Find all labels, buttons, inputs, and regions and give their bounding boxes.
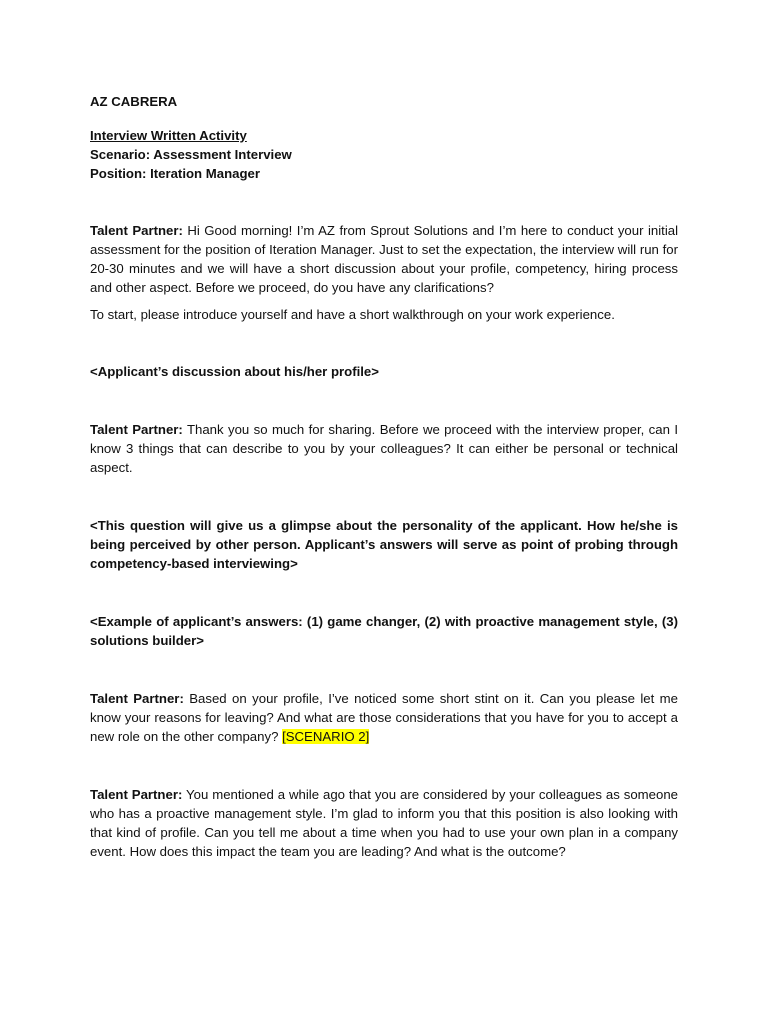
speaker-label: Talent Partner: (90, 691, 184, 706)
paragraph-text: Based on your profile, I’ve noticed some short stint on it. Can you please let me know your reasons for leaving? And what are those considerations that you have for you to accept a new role on the other company? (90, 691, 678, 744)
paragraph-text: You mentioned a while ago that you are considered by your colleagues as someone who has a proactive management style. I’m glad to inform you that this position is also looking with that kind of profile. Can you tell me about a time when you had to use your own plan in a company event. How does this impact the team you are leading? And what is the outcome? (90, 787, 678, 859)
paragraph-intro (90, 221, 678, 297)
spacer (90, 381, 678, 420)
scenario-tag-highlight: [SCENARIO 2] (282, 729, 370, 744)
speaker-label: Talent Partner: (90, 223, 183, 238)
spacer (90, 573, 678, 612)
spacer (90, 477, 678, 516)
spacer (90, 111, 678, 126)
spacer (90, 650, 678, 689)
paragraph-short-stint (90, 689, 678, 746)
spacer (90, 183, 678, 221)
note-applicant-profile: <Applicant’s discussion about his/her profile> (90, 364, 379, 379)
paragraph-text: Thank you so much for sharing. Before we proceed with the interview proper, can I know 3 things that can describe to you by your colleagues? It can either be personal or technical aspect. (90, 422, 678, 475)
spacer (90, 297, 678, 305)
paragraph-three-things (90, 420, 678, 477)
paragraph-proactive (90, 785, 678, 861)
scenario-line: Scenario: Assessment Interview (90, 147, 292, 162)
speaker-label: Talent Partner: (90, 787, 183, 802)
paragraph-walkthrough: To start, please introduce yourself and have a short walkthrough on your work experience. (90, 307, 615, 322)
document-page (90, 92, 678, 861)
note-example-answers: <Example of applicant’s answers: (1) game changer, (2) with proactive management style, (3) solutions builder> (90, 614, 678, 648)
note-personality: <This question will give us a glimpse about the personality of the applicant. How he/she is being perceived by other person. Applicant’s answers will serve as point of probing through competency-based interviewing> (90, 518, 678, 571)
spacer (90, 746, 678, 785)
author-name: AZ CABRERA (90, 94, 178, 109)
activity-title: Interview Written Activity (90, 128, 247, 143)
spacer (90, 324, 678, 362)
paragraph-text: Hi Good morning! I’m AZ from Sprout Solutions and I’m here to conduct your initial assessment for the position of Iteration Manager. Just to set the expectation, the interview will run for 20-30 minutes and we will have a short discussion about your profile, competency, hiring process and other aspect. Before we proceed, do you have any clarifications? (90, 223, 679, 295)
speaker-label: Talent Partner: (90, 422, 183, 437)
position-line: Position: Iteration Manager (90, 166, 260, 181)
